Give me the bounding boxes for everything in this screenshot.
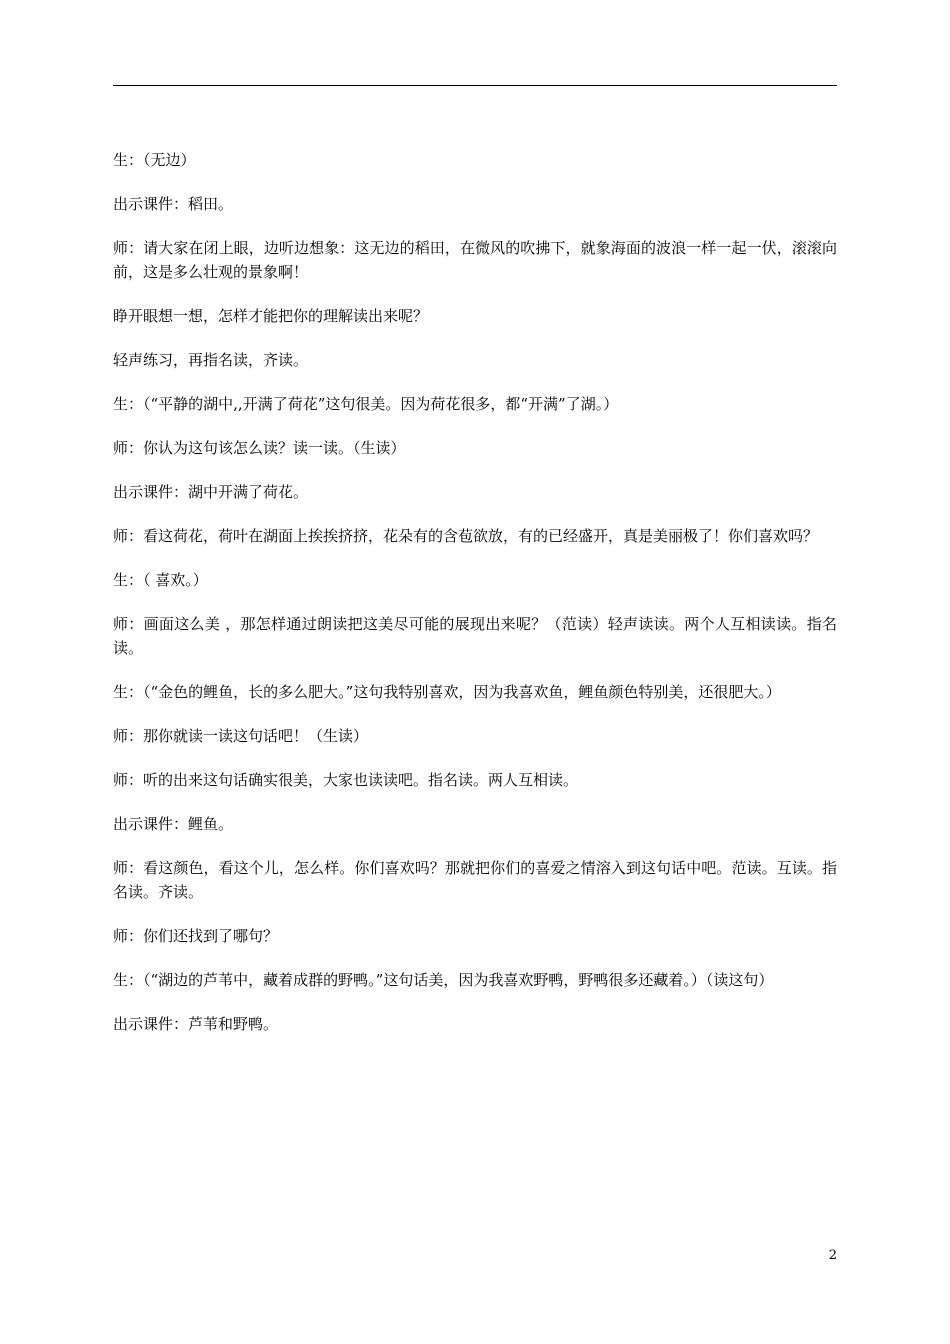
paragraph-7: 师：你认为这句该怎么读？读一读。（生读） [113,439,406,457]
paragraph-16: 师：看这颜色，看这个儿，怎么样。你们喜欢吗？那就把你们的喜爱之情溶入到这句话中吧。范读。互读。指名读。齐读。 [113,859,837,901]
paragraph-6: 生：（“平静的湖中,,开满了荷花”这句很美。因为荷花很多，都“开满”了湖。） [113,395,619,413]
paragraph-17: 师：你们还找到了哪句？ [113,927,279,945]
paragraph-4: 睁开眼想一想，怎样才能把你的理解读出来呢？ [113,307,429,325]
paragraph-9: 师：看这荷花，荷叶在湖面上挨挨挤挤，花朵有的含苞欲放，有的已经盛开，真是美丽极了！你们喜欢吗？ [113,527,819,545]
paragraph-11: 师：画面这么美 ，那怎样通过朗读把这美尽可能的展现出来呢？（范读）轻声读读。两个人互相读读。指名读。 [113,615,837,657]
paragraph-13: 师：那你就读一读这句话吧！（生读） [113,727,369,745]
page-number: 2 [828,1248,837,1263]
paragraph-8: 出示课件：湖中开满了荷花。 [113,483,309,501]
paragraph-2: 出示课件：稻田。 [113,195,234,213]
paragraph-1: 生：（无边） [113,151,196,169]
paragraph-3: 师：请大家在闭上眼，边听边想象：这无边的稻田，在微风的吹拂下，就象海面的波浪一样一起一伏，滚滚向前，这是多么壮观的景象啊！ [113,239,837,281]
paragraph-10: 生：（ 喜欢。） [113,571,208,589]
paragraph-15: 出示课件：鲤鱼。 [113,815,234,833]
paragraph-18: 生：（“湖边的芦苇中，藏着成群的野鸭。”这句话美，因为我喜欢野鸭，野鸭很多还藏着。）（读这句） [113,971,774,989]
document-body [113,148,837,1056]
paragraph-19: 出示课件：芦苇和野鸭。 [113,1015,279,1033]
paragraph-14: 师：听的出来这句话确实很美，大家也读读吧。指名读。两人互相读。 [113,771,579,789]
paragraph-12: 生：（“金色的鲤鱼，长的多么肥大。”这句我特别喜欢，因为我喜欢鱼，鲤鱼颜色特别美，还很肥大。） [113,683,781,701]
paragraph-5: 轻声练习，再指名读，齐读。 [113,351,309,369]
header-rule [113,85,837,86]
